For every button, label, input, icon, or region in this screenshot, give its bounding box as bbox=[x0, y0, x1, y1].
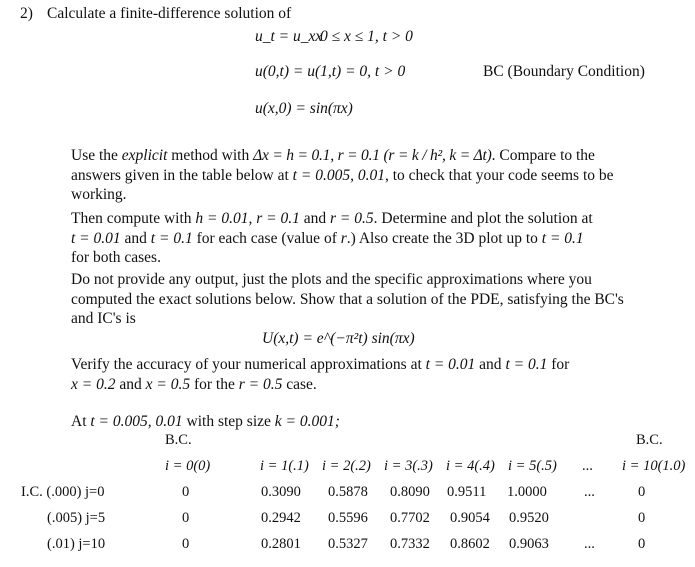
paragraph-method bbox=[71, 146, 651, 205]
table-cell: 0.9511 bbox=[447, 484, 487, 500]
table-cell: 0 bbox=[638, 484, 646, 500]
compute-line-2: t = 0.01 and t = 0.1 for each case (value of r.) Also create the 3D plot up to t = 0.1 bbox=[71, 229, 584, 247]
instructions-line-1: Do not provide any output, just the plots and the specific approximations where you bbox=[71, 271, 592, 288]
paragraph-instructions bbox=[71, 270, 651, 329]
boundary-condition-equation: u(0,t) = u(1,t) = 0, t > 0 bbox=[255, 63, 406, 80]
instructions-line-3: and IC's is bbox=[71, 310, 136, 328]
col-header-2: i = 2(.2) bbox=[322, 458, 371, 474]
paragraph-compute bbox=[71, 209, 651, 268]
col-header-1: i = 1(.1) bbox=[260, 458, 309, 474]
bc-right-label: B.C. bbox=[636, 432, 663, 448]
col-header-3: i = 3(.3) bbox=[384, 458, 433, 474]
row-label-ic: I.C. (.000) j=0 bbox=[21, 484, 105, 500]
paragraph-verify bbox=[71, 355, 651, 394]
method-line-3: working. bbox=[71, 186, 127, 204]
method-line-1: Use the explicit method with Δx = h = 0.1, r = 0.1 (r = k / h², k = Δt). Compare to the bbox=[71, 147, 595, 164]
table-cell: 0.9520 bbox=[509, 510, 549, 526]
table-cell: 0.2801 bbox=[261, 536, 301, 552]
bc-label: BC (Boundary Condition) bbox=[483, 63, 645, 80]
domain-condition: 0 ≤ x ≤ 1, t > 0 bbox=[320, 28, 413, 45]
row-label-005: (.005) j=5 bbox=[47, 510, 106, 526]
exact-solution-formula: U(x,t) = e^(−π²t) sin(πx) bbox=[262, 330, 415, 347]
col-header-0: i = 0(0) bbox=[165, 458, 211, 474]
table-cell: 0.8602 bbox=[450, 536, 490, 552]
verify-line-1: Verify the accuracy of your numerical approximations at t = 0.01 and t = 0.1 for bbox=[71, 356, 570, 373]
table-cell-ellipsis: ... bbox=[584, 536, 595, 552]
problem-number: 2) bbox=[20, 5, 33, 22]
table-cell: 0.5878 bbox=[328, 484, 368, 500]
table-cell: 0.2942 bbox=[261, 510, 301, 526]
bc-left-label: B.C. bbox=[165, 432, 192, 448]
table-cell: 0.7702 bbox=[390, 510, 430, 526]
initial-condition-equation: u(x,0) = sin(πx) bbox=[255, 100, 353, 117]
table-cell: 0.7332 bbox=[390, 536, 430, 552]
table-cell: 0.5596 bbox=[328, 510, 368, 526]
verify-line-2: x = 0.2 and x = 0.5 for the r = 0.5 case. bbox=[71, 375, 317, 393]
method-line-2: answers given in the table below at t = 0.005, 0.01, to check that your code seems to be bbox=[71, 166, 614, 184]
table-cell: 0 bbox=[182, 484, 190, 500]
table-cell: 1.0000 bbox=[507, 484, 547, 500]
table-cell-ellipsis: ... bbox=[584, 484, 595, 500]
col-header-10: i = 10(1.0) bbox=[622, 458, 686, 474]
compute-line-1: Then compute with h = 0.01, r = 0.1 and r = 0.5. Determine and plot the solution at bbox=[71, 210, 593, 227]
table-cell: 0.3090 bbox=[261, 484, 301, 500]
col-header-ellipsis: ... bbox=[582, 458, 593, 474]
table-cell: 0 bbox=[182, 536, 190, 552]
table-intro: At t = 0.005, 0.01 with step size k = 0.001; bbox=[71, 413, 340, 430]
problem-heading: Calculate a finite-difference solution of bbox=[47, 5, 292, 22]
table-cell: 0 bbox=[638, 536, 646, 552]
table-cell: 0.9054 bbox=[450, 510, 490, 526]
table-cell: 0 bbox=[638, 510, 646, 526]
instructions-line-2: computed the exact solutions below. Show that a solution of the PDE, satisfying the BC's bbox=[71, 290, 624, 308]
table-cell: 0 bbox=[182, 510, 190, 526]
table-cell: 0.9063 bbox=[509, 536, 549, 552]
row-label-01: (.01) j=10 bbox=[47, 536, 106, 552]
col-header-4: i = 4(.4) bbox=[446, 458, 495, 474]
table-cell: 0.8090 bbox=[390, 484, 430, 500]
compute-line-3: for both cases. bbox=[71, 249, 161, 267]
pde-equation: u_t = u_xx bbox=[255, 28, 323, 45]
col-header-5: i = 5(.5) bbox=[508, 458, 557, 474]
table-cell: 0.5327 bbox=[328, 536, 368, 552]
